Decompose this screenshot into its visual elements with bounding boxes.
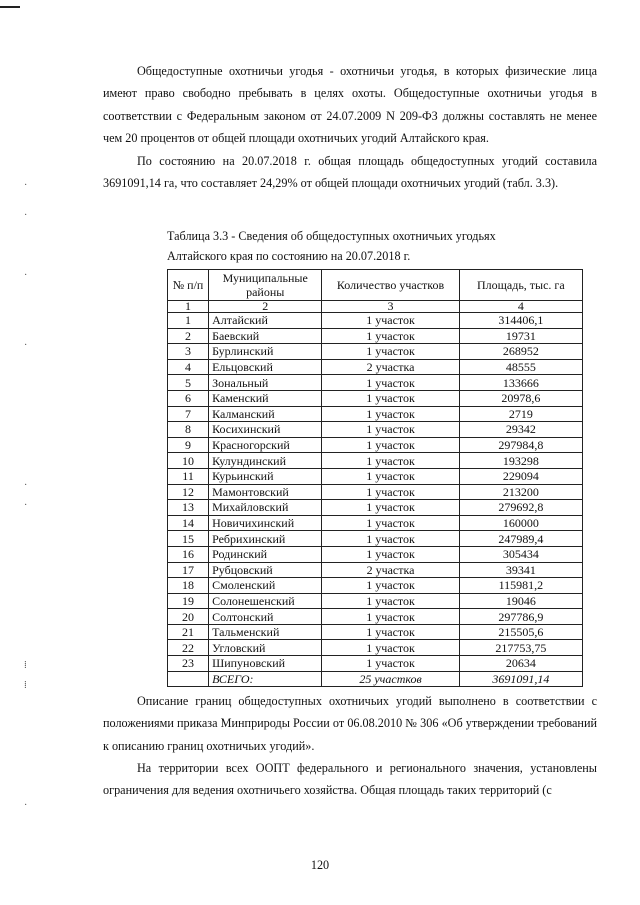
row-number: 4 (168, 359, 209, 375)
table-row (168, 406, 583, 422)
table-header-row (168, 270, 583, 301)
area-value: 297984,8 (459, 437, 582, 453)
area-value: 213200 (459, 484, 582, 500)
header-count: Количество участков (322, 270, 459, 301)
district-name: Угловский (209, 640, 322, 656)
total-count: 25 участков (322, 671, 459, 687)
area-value: 133666 (459, 375, 582, 391)
plot-count: 2 участка (322, 562, 459, 578)
district-name: Тальменский (209, 624, 322, 640)
row-number: 23 (168, 656, 209, 672)
total-area: 3691091,14 (459, 671, 582, 687)
district-name: Солонешенский (209, 593, 322, 609)
area-value: 314406,1 (459, 313, 582, 329)
table-row (168, 593, 583, 609)
column-number: 4 (459, 301, 582, 313)
plot-count: 1 участок (322, 313, 459, 329)
district-name: Бурлинский (209, 344, 322, 360)
district-name: Ельцовский (209, 359, 322, 375)
row-number: 3 (168, 344, 209, 360)
table-row (168, 531, 583, 547)
district-name: Смоленский (209, 578, 322, 594)
district-name: Рубцовский (209, 562, 322, 578)
plot-count: 1 участок (322, 546, 459, 562)
table-row (168, 328, 583, 344)
district-name: Калманский (209, 406, 322, 422)
plot-count: 1 участок (322, 406, 459, 422)
area-value: 20978,6 (459, 390, 582, 406)
row-number: 21 (168, 624, 209, 640)
plot-count: 1 участок (322, 515, 459, 531)
table-caption-line1: Таблица 3.3 - Сведения об общедоступных охотничьих угодьях (167, 229, 496, 243)
district-name: Косихинский (209, 422, 322, 438)
area-value: 268952 (459, 344, 582, 360)
table-row (168, 656, 583, 672)
table-row (168, 359, 583, 375)
area-value: 115981,2 (459, 578, 582, 594)
plot-count: 1 участок (322, 422, 459, 438)
area-value: 2719 (459, 406, 582, 422)
area-value: 305434 (459, 546, 582, 562)
table-row (168, 390, 583, 406)
row-number: 11 (168, 468, 209, 484)
area-value: 39341 (459, 562, 582, 578)
plot-count: 1 участок (322, 609, 459, 625)
row-number: 18 (168, 578, 209, 594)
row-number: 16 (168, 546, 209, 562)
page-number: 120 (310, 858, 330, 872)
district-name: Мамонтовский (209, 484, 322, 500)
plot-count: 1 участок (322, 437, 459, 453)
area-value: 247989,4 (459, 531, 582, 547)
area-value: 29342 (459, 422, 582, 438)
area-value: 160000 (459, 515, 582, 531)
plot-count: 1 участок (322, 484, 459, 500)
paragraph-protected-areas: На территории всех ООПТ федерального и регионального значения, установлены ограничения для ведения охотничьего хозяйства. Общая площадь таких территорий (с (103, 761, 597, 798)
table-row (168, 313, 583, 329)
plot-count: 1 участок (322, 328, 459, 344)
table-row (168, 375, 583, 391)
area-value: 217753,75 (459, 640, 582, 656)
margin-scan-marks: · · · · · · ⁞ ⁞ · (24, 180, 28, 811)
plot-count: 1 участок (322, 624, 459, 640)
plot-count: 1 участок (322, 375, 459, 391)
row-number: 7 (168, 406, 209, 422)
column-number: 2 (209, 301, 322, 313)
header-area: Площадь, тыс. га (459, 270, 582, 301)
plot-count: 1 участок (322, 500, 459, 516)
row-number: 6 (168, 390, 209, 406)
plot-count: 2 участка (322, 359, 459, 375)
corner-scan-mark (0, 6, 20, 8)
area-value: 279692,8 (459, 500, 582, 516)
plot-count: 1 участок (322, 640, 459, 656)
district-name: Михайловский (209, 500, 322, 516)
district-name: Новичихинский (209, 515, 322, 531)
district-name: Каменский (209, 390, 322, 406)
row-number: 8 (168, 422, 209, 438)
paragraph-public-grounds-definition: Общедоступные охотничьи угодья - охотничьи угодья, в которых физические лица имеют право свободно пребывать в целях охоты. Общедоступные охотничьи угодья в соответствии с Федеральным законом от 24.07.2009 N 209-ФЗ должны составлять не менее чем 20 процентов от общей площади охотничьих угодий Алтайского края. (103, 64, 597, 146)
district-name: Баевский (209, 328, 322, 344)
row-number: 22 (168, 640, 209, 656)
row-number: 9 (168, 437, 209, 453)
header-number: № п/п (168, 270, 209, 301)
district-name: Солтонский (209, 609, 322, 625)
area-value: 229094 (459, 468, 582, 484)
table-row (168, 546, 583, 562)
table-row (168, 500, 583, 516)
paragraph-total-area: По состоянию на 20.07.2018 г. общая площадь общедоступных угодий составила 3691091,14 га, что составляет 24,29% от общей площади охотничьих угодий (табл. 3.3). (103, 154, 597, 191)
row-number: 1 (168, 313, 209, 329)
area-value: 215505,6 (459, 624, 582, 640)
district-name: Зональный (209, 375, 322, 391)
header-district: Муниципальные районы (209, 270, 322, 301)
table-row (168, 422, 583, 438)
table-total-row (168, 671, 583, 687)
total-label: ВСЕГО: (209, 671, 322, 687)
row-number: 2 (168, 328, 209, 344)
district-name: Алтайский (209, 313, 322, 329)
plot-count: 1 участок (322, 344, 459, 360)
area-value: 297786,9 (459, 609, 582, 625)
plot-count: 1 участок (322, 578, 459, 594)
table-row (168, 453, 583, 469)
area-value: 193298 (459, 453, 582, 469)
plot-count: 1 участок (322, 468, 459, 484)
column-number-row (168, 301, 583, 313)
table-row (168, 640, 583, 656)
table-row (168, 515, 583, 531)
plot-count: 1 участок (322, 593, 459, 609)
plot-count: 1 участок (322, 531, 459, 547)
row-number: 15 (168, 531, 209, 547)
row-number: 5 (168, 375, 209, 391)
total-empty-cell (168, 671, 209, 687)
table-caption-line2: Алтайского края по состоянию на 20.07.2018 г. (167, 249, 411, 263)
plot-count: 1 участок (322, 656, 459, 672)
area-value: 19731 (459, 328, 582, 344)
plot-count: 1 участок (322, 390, 459, 406)
plot-count: 1 участок (322, 453, 459, 469)
public-hunting-grounds-table (167, 269, 583, 687)
district-name: Родинский (209, 546, 322, 562)
district-name: Шипуновский (209, 656, 322, 672)
row-number: 14 (168, 515, 209, 531)
row-number: 12 (168, 484, 209, 500)
district-name: Курьинский (209, 468, 322, 484)
table-row (168, 437, 583, 453)
paragraph-boundary-description: Описание границ общедоступных охотничьих угодий выполнено в соответствии с положениями приказа Минприроды России от 06.08.2010 № 306 «Об утверждении требований к описанию границ охотничьих угодий». (103, 694, 597, 753)
district-name: Ребрихинский (209, 531, 322, 547)
area-value: 48555 (459, 359, 582, 375)
table-row (168, 562, 583, 578)
row-number: 17 (168, 562, 209, 578)
area-value: 19046 (459, 593, 582, 609)
row-number: 19 (168, 593, 209, 609)
table-row (168, 578, 583, 594)
row-number: 13 (168, 500, 209, 516)
row-number: 20 (168, 609, 209, 625)
row-number: 10 (168, 453, 209, 469)
table-row (168, 609, 583, 625)
table-row (168, 624, 583, 640)
table-row (168, 484, 583, 500)
district-name: Кулундинский (209, 453, 322, 469)
table-row (168, 468, 583, 484)
column-number: 1 (168, 301, 209, 313)
district-name: Красногорский (209, 437, 322, 453)
area-value: 20634 (459, 656, 582, 672)
table-row (168, 344, 583, 360)
column-number: 3 (322, 301, 459, 313)
